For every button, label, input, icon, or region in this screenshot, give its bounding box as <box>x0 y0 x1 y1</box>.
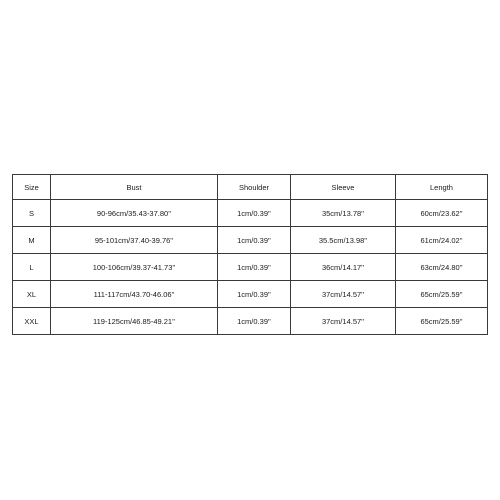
table-row <box>13 281 488 308</box>
cell-shoulder: 1cm/0.39'' <box>218 254 291 281</box>
cell-sleeve: 35cm/13.78'' <box>291 200 396 227</box>
cell-sleeve: 35.5cm/13.98'' <box>291 227 396 254</box>
header-shoulder: Shoulder <box>218 175 291 200</box>
cell-bust: 90-96cm/35.43-37.80'' <box>51 200 218 227</box>
table-row <box>13 308 488 335</box>
header-size: Size <box>13 175 51 200</box>
cell-size: L <box>13 254 51 281</box>
table-header <box>13 175 488 200</box>
table-row <box>13 227 488 254</box>
header-bust: Bust <box>51 175 218 200</box>
header-length: Length <box>396 175 488 200</box>
cell-size: S <box>13 200 51 227</box>
cell-shoulder: 1cm/0.39'' <box>218 281 291 308</box>
cell-bust: 100-106cm/39.37-41.73'' <box>51 254 218 281</box>
cell-length: 65cm/25.59'' <box>396 281 488 308</box>
cell-shoulder: 1cm/0.39'' <box>218 200 291 227</box>
cell-shoulder: 1cm/0.39'' <box>218 308 291 335</box>
size-chart-table <box>12 174 488 335</box>
cell-size: XL <box>13 281 51 308</box>
cell-length: 60cm/23.62'' <box>396 200 488 227</box>
table-body <box>13 200 488 335</box>
cell-size: XXL <box>13 308 51 335</box>
cell-sleeve: 36cm/14.17'' <box>291 254 396 281</box>
cell-size: M <box>13 227 51 254</box>
cell-sleeve: 37cm/14.57'' <box>291 281 396 308</box>
cell-sleeve: 37cm/14.57'' <box>291 308 396 335</box>
cell-bust: 119-125cm/46.85-49.21'' <box>51 308 218 335</box>
cell-length: 65cm/25.59'' <box>396 308 488 335</box>
cell-bust: 111-117cm/43.70-46.06'' <box>51 281 218 308</box>
cell-shoulder: 1cm/0.39'' <box>218 227 291 254</box>
cell-length: 61cm/24.02'' <box>396 227 488 254</box>
table-row <box>13 200 488 227</box>
header-row <box>13 175 488 200</box>
cell-bust: 95-101cm/37.40-39.76'' <box>51 227 218 254</box>
header-sleeve: Sleeve <box>291 175 396 200</box>
cell-length: 63cm/24.80'' <box>396 254 488 281</box>
table-row <box>13 254 488 281</box>
